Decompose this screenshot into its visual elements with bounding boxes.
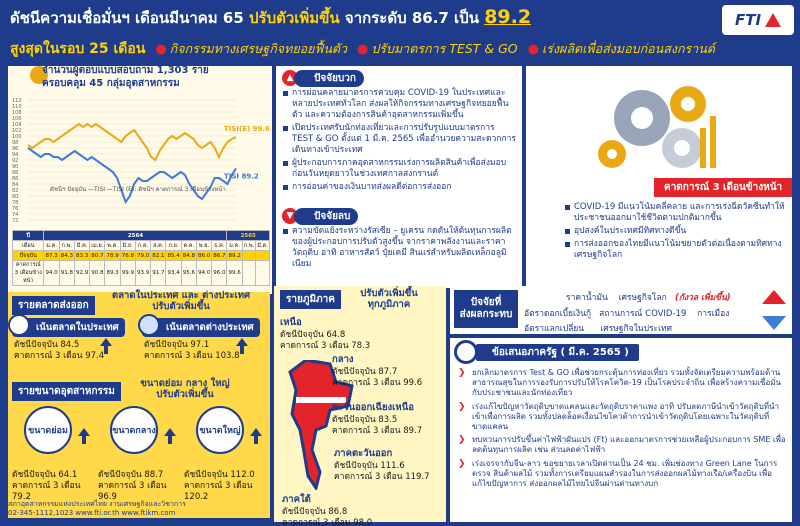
region-f: คาดการณ์ 3 เดือน 89.7: [332, 426, 423, 436]
y-tick-label: 74: [12, 212, 19, 218]
table-cell: 91.8: [59, 261, 74, 286]
table-cell: 87.3: [45, 252, 58, 259]
footer-line1: สภาอุตสาหกรรมแห่งประเทศไทย งานเศรษฐกิจและวิชาการ: [8, 500, 186, 508]
up-arrow-icon: [164, 428, 176, 444]
table-cell: คาดการณ์ 3 เดือนข้างหน้า: [13, 261, 44, 286]
up-arrow-icon: [100, 338, 112, 354]
title-mid: จากระดับ 86.7 เป็น: [344, 9, 479, 27]
y-tick-label: 110: [12, 104, 22, 110]
header-point: ปรับมาตรการ TEST & GO: [371, 41, 518, 56]
region-central: [332, 352, 422, 389]
table-cell: ปัจจุบัน: [13, 251, 44, 261]
size-cur: 112.0: [230, 470, 255, 480]
f-label: คาดการณ์ 3 เดือน: [14, 351, 83, 361]
table-cell: 93.9: [135, 261, 150, 286]
header-subtitle: [10, 38, 715, 60]
y-tick-label: 86: [12, 176, 19, 182]
size-circle: ขนาดใหญ่: [196, 406, 244, 454]
logo-text: FTI: [734, 11, 762, 29]
header-point: เร่งผลิตเพื่อส่งมอบก่อนสงกรานต์: [541, 41, 715, 56]
market-title: ตลาดในประเทศ และ ต่างประเทศ ปรับตัวเพิ่มขึ้น: [112, 290, 250, 312]
factor-item: ราคาน้ำมัน: [566, 293, 608, 303]
region-name: ตะวันออกเฉียงเหนือ: [332, 402, 414, 413]
size-f_label: คาดการณ์ 3 เดือน: [12, 481, 81, 491]
cur-value: 97.1: [190, 340, 210, 350]
table-cell: 85.4: [167, 252, 180, 259]
size-circle: ขนาดกลาง: [110, 406, 158, 454]
region-name: เหนือ: [280, 317, 302, 328]
table-cell: 96.0: [212, 261, 227, 286]
table-cell: 83.3: [75, 252, 89, 259]
logo-triangle-icon: [765, 13, 781, 27]
table-cell: เม.ย.: [91, 242, 104, 249]
bullet-dot-icon: ●: [357, 42, 369, 57]
list-item: ❯ ทบทวนการปรับขึ้นค่าไฟฟ้าผันแปร (Ft) และออกมาตรการช่วยเหลือผู้ประกอบการ SME เพื่อลดต้นทุนการผลิต เช่น ส่วนลดค่าไฟฟ้า: [458, 435, 786, 455]
list-item: การอ่อนค่าของเงินบาทส่งผลดีต่อการส่งออก: [282, 182, 518, 193]
table-cell: เดือน: [13, 241, 44, 251]
bullet-dot-icon: ●: [527, 42, 539, 57]
size-cur: 64.1: [58, 470, 78, 480]
size-row: [12, 406, 268, 502]
table-cell: 92.9: [74, 261, 89, 286]
list-item: ❯ ยกเลิกมาตรการ Test & GO เพื่อช่วยกระตุ้นการท่องเที่ยว รวมทั้งจัดเตรียมความพร้อมด้านสาธารณสุขในการรองรับการปรับให้โรคโควิด-19 เป็นโรคประจำถิ่น เพื่อสร้างความเชื่อมั่นกับประชาชนและนักท่องเที่ยว: [458, 368, 786, 399]
size-values: [184, 470, 268, 481]
region-f: คาดการณ์ 3 เดือน 78.3: [280, 341, 371, 351]
size-item: [98, 406, 182, 503]
size-f_label: คาดการณ์ 3 เดือน: [184, 481, 253, 491]
size-item: [184, 406, 268, 503]
size-f: 120.2: [184, 492, 209, 502]
table-head-2565: 2565: [227, 231, 270, 241]
table-cell: 95.6: [181, 261, 196, 286]
table-cell: [242, 261, 255, 286]
foreign-values: [144, 340, 240, 362]
list-item: ผู้ประกอบการภาคอุตสาหกรรมเร่งการผลิตสินค้าเพื่อส่งมอบก่อนวันหยุดยาวในช่วงเทศกาลสงกรานต์: [282, 158, 518, 180]
bullet-dot-icon: ●: [155, 42, 167, 57]
table-cell: 91.7: [151, 261, 166, 286]
cur-value: 84.5: [60, 340, 80, 350]
list-item: COVID-19 มีแนวโน้มคลี่คลาย และการเร่งฉีดวัคซีนทำให้ประชาชนออกมาใช้ชีวิตตามปกติมากขึ้น: [564, 202, 786, 224]
region-east: [334, 446, 430, 483]
table-cell: มี.ค.: [74, 241, 89, 251]
up-arrow-icon: [250, 428, 262, 444]
table-cell: 94.0: [196, 261, 211, 286]
size-cur_label: ดัชนีปัจจุบัน: [98, 470, 142, 480]
y-tick-label: 76: [12, 206, 19, 212]
table-cell: 93.4: [166, 261, 181, 286]
suggestions-list: [458, 368, 786, 492]
impact-factors-title: ปัจจัยที่ ส่งผลกระทบ: [454, 290, 518, 328]
list-item: ❯ เร่งแก้ไขปัญหาวัตถุดิบขาดแคลนและวัตถุดิบราคาแพง อาทิ ปรับลดภาษีนำเข้าวัตถุดิบที่นำเข้าเพื่อการผลิต รวมทั้งปลดล็อคเงื่อนไขโควต้าการนำเข้าวัตถุดิบโดยเฉพาะในวัตถุดิบที่ขาดแคลน: [458, 402, 786, 433]
title-pre: ดัชนีความเชื่อมั่นฯ เดือนมีนาคม 65: [10, 9, 244, 27]
factor-row-2: [524, 306, 729, 320]
market-tag: รายตลาดส่งออก: [12, 296, 95, 315]
region-f: คาดการณ์ 3 เดือน 99.6: [332, 378, 423, 388]
y-tick-label: 96: [12, 146, 19, 152]
table-cell: 80.7: [91, 252, 104, 259]
region-cur: ดัชนีปัจจุบัน 86.8: [282, 507, 348, 517]
list-item: เปิดประเทศรับนักท่องเที่ยวและการปรับรูปแบบมาตรการ TEST & GO ตั้งแต่ 1 มี.ค. 2565 เพื่ออำนวยความสะดวกการเดินทางเข้าประเทศ: [282, 123, 518, 156]
survey-line2: ครอบคลุม 45 กลุ่มอุตสาหกรรม: [42, 78, 180, 89]
region-name: ภาคใต้: [282, 494, 311, 505]
fti-logo: [722, 5, 794, 35]
domestic-market-label: เน้นตลาดในประเทศ: [12, 318, 125, 337]
footer: [8, 500, 270, 518]
size-title: ขนาดย่อม กลาง ใหญ่ ปรับตัวเพิ่มขึ้น: [140, 378, 230, 400]
f-value: 97.4: [85, 351, 105, 361]
up-arrow-icon: [78, 428, 90, 444]
domestic-values: [14, 340, 104, 362]
table-cell: ส.ค.: [151, 241, 166, 251]
y-tick-label: 94: [12, 152, 19, 158]
table-cell: [256, 261, 270, 286]
region-northeast: [332, 400, 422, 437]
table-cell: 90.8: [90, 261, 105, 286]
y-tick-label: 84: [12, 182, 19, 188]
table-cell: 84.8: [182, 252, 195, 259]
chart-legend: ดัชนีฯ ปัจจุบัน —TISI —TISI (E): ดัชนีฯ คาดการณ์ 3 เดือนข้างหน้า: [50, 186, 226, 193]
factor-item: เศรษฐกิจโลก: [618, 293, 667, 303]
f-value: 103.8: [215, 351, 240, 361]
globe-icon: [138, 314, 160, 336]
survey-info: [42, 64, 209, 90]
tisi-line-chart: [10, 96, 272, 224]
region-south: [282, 492, 372, 526]
list-item: ความขัดแย้งระหว่างรัสเซีย – ยูเครน กดดันให้ต้นทุนการผลิตของผู้ประกอบการปรับตัวสูงขึ้น จากราคาพลังงานและราคาวัตถุดิบ อาทิ อาหารสัตว์ ปุ๋ยเคมี สินแร่สำหรับผลิตเหล็กอลูมิเนียม: [282, 226, 518, 270]
positive-tag: ปัจจัยบวก: [294, 70, 364, 87]
size-item: [12, 406, 96, 503]
factor-item: อัตราแลกเปลี่ยน: [524, 324, 585, 334]
y-tick-label: 98: [12, 140, 19, 146]
region-f: คาดการณ์ 3 เดือน 119.7: [334, 472, 430, 482]
y-tick-label: 82: [12, 188, 19, 194]
size-cur_label: ดัชนีปัจจุบัน: [184, 470, 228, 480]
size-tag: รายขนาดอุตสาหกรรม: [12, 382, 121, 401]
region-cur: ดัชนีปัจจุบัน 111.6: [334, 461, 405, 471]
region-cur: ดัชนีปัจจุบัน 87.7: [332, 367, 398, 377]
table-row: [13, 251, 270, 261]
region-tag: รายภูมิภาค: [280, 290, 341, 309]
y-tick-label: 72: [12, 218, 19, 224]
y-tick-label: 102: [12, 128, 22, 134]
footer-line2: 02-345-1112,1023 www.fti.or.th www.ftikm.com: [8, 509, 176, 517]
region-f: คาดการณ์ 3 เดือน 98.0: [282, 518, 373, 526]
foreign-market-label: เน้นตลาดต่างประเทศ: [142, 318, 260, 337]
table-cell: 84.3: [60, 252, 73, 259]
region-cur: ดัชนีปัจจุบัน 64.8: [280, 330, 346, 340]
y-tick-label: 104: [12, 122, 22, 128]
size-f: 96.9: [98, 492, 117, 502]
thumbs-down-icon: ▼: [282, 208, 298, 224]
table-cell: ก.พ.: [243, 242, 255, 249]
title-highlight: ปรับตัวเพิ่มขึ้น: [249, 9, 340, 27]
y-tick-label: 112: [12, 98, 22, 104]
table-cell: 99.9: [120, 261, 135, 286]
list-item: อุปสงค์ในประเทศมีทิศทางดีขึ้น: [564, 226, 786, 237]
survey-line1: จำนวนผู้ตอบแบบสอบถาม 1,303 ราย: [42, 65, 209, 76]
factor-item: อัตราดอกเบี้ยเงินกู้: [524, 309, 592, 319]
size-cur_label: ดัชนีปัจจุบัน: [12, 470, 56, 480]
table-cell: ก.พ.: [59, 241, 74, 251]
table-cell: ม.ค.: [44, 241, 59, 251]
factor-item: สถานการณ์ COVID-19: [599, 309, 687, 319]
index-table: [12, 230, 270, 286]
size-f: 79.2: [12, 492, 31, 502]
region-name: กลาง: [332, 354, 354, 365]
list-item: ❯ เร่งเจรจากับจีน-ลาว ขอขยายเวลาเปิดด่านเป็น 24 ชม. เพิ่มช่องทาง Green Lane ในการตรวจ สินค้าผลไม้ รวมทั้งการเตรียมแผนสำรองในการส่งออกผลไม้ทางเรือ/เครื่องบิน เพื่อแก้ไขปัญหาการ ส่งออกผลไม้ไทยไปจีนผ่านด่านทางบก: [458, 459, 786, 490]
title-value: 89.2: [484, 6, 532, 28]
negative-tag: ปัจจัยลบ: [294, 208, 358, 225]
region-name: ภาคตะวันออก: [334, 448, 393, 459]
table-cell: ต.ค.: [181, 241, 196, 251]
table-cell: 82.1: [152, 252, 165, 259]
table-row: [13, 241, 270, 251]
gears-icon: [590, 68, 730, 183]
factor-row-1: [566, 290, 731, 304]
size-values: [12, 470, 96, 481]
table-cell: [256, 251, 270, 261]
series-label: TISI(E) 99.6: [224, 125, 270, 134]
table-cell: 99.6: [227, 261, 242, 286]
expectation-list: [564, 202, 786, 263]
y-tick-label: 90: [12, 164, 19, 170]
region-cur: ดัชนีปัจจุบัน 83.5: [332, 415, 398, 425]
table-cell: ธ.ค.: [212, 241, 227, 251]
factor-item: การเมือง: [697, 309, 730, 319]
government-seal-icon: [454, 340, 478, 364]
table-cell: ก.ค.: [135, 241, 150, 251]
positive-list: [282, 88, 518, 195]
up-down-arrows-icon: [760, 290, 788, 330]
table-head-2564: 2564: [44, 231, 227, 241]
factor-item: เศรษฐกิจในประเทศ: [600, 324, 673, 334]
cur-label: ดัชนีปัจจุบัน: [144, 340, 188, 350]
table-cell: 89.3: [105, 261, 120, 286]
table-cell: พ.ค.: [105, 241, 120, 251]
y-tick-label: 106: [12, 116, 22, 122]
table-cell: ม.ค.: [227, 241, 242, 251]
thumbs-up-icon: ▲: [282, 70, 298, 86]
region-title: ปรับตัวเพิ่มขึ้น ทุกภูมิภาค: [360, 288, 418, 310]
size-cur: 88.7: [144, 470, 164, 480]
size-f_label: คาดการณ์ 3 เดือน: [98, 481, 167, 491]
table-cell: 86.0: [197, 252, 211, 259]
y-tick-label: 100: [12, 134, 22, 140]
y-tick-label: 92: [12, 158, 19, 164]
y-tick-label: 108: [12, 110, 22, 116]
table-cell: ก.ย.: [166, 241, 181, 251]
factor-row-3: [524, 321, 672, 335]
cur-label: ดัชนีปัจจุบัน: [14, 340, 58, 350]
table-cell: 76.8: [121, 252, 134, 259]
table-cell: มิ.ย.: [120, 241, 135, 251]
y-tick-label: 78: [12, 200, 19, 206]
table-cell: พ.ย.: [196, 241, 211, 251]
thai-flag-icon: [8, 314, 30, 336]
up-arrow-icon: [236, 338, 248, 354]
page-title: [10, 6, 531, 30]
table-cell: 94.0: [44, 261, 59, 286]
list-item: การผ่อนคลายมาตรการควบคุม COVID-19 ในประเทศและหลายประเทศทั่วโลก ส่งผลให้กิจกรรมทางเศรษฐกิจทยอยฟื้นตัว และความต้องการสินค้าอุตสาหกรรมเพิ่มขึ้น: [282, 88, 518, 121]
size-circle: ขนาดย่อม: [24, 406, 72, 454]
table-cell: 89.2: [228, 252, 241, 259]
negative-list: [282, 226, 518, 272]
table-cell: 78.9: [106, 252, 119, 259]
header-point: กิจกรรมทางเศรษฐกิจทยอยฟื้นตัว: [169, 41, 348, 56]
y-tick-label: 80: [12, 194, 19, 200]
table-cell: 86.7: [213, 252, 226, 259]
table-row: [13, 261, 270, 286]
factor-note: (กังวล เพิ่มขึ้น): [674, 293, 731, 303]
f-label: คาดการณ์ 3 เดือน: [144, 351, 213, 361]
expectation-tag: คาดการณ์ 3 เดือนข้างหน้า: [654, 178, 792, 197]
size-values: [98, 470, 182, 481]
region-north: [280, 310, 370, 352]
y-tick-label: 88: [12, 170, 19, 176]
table-head-year: ปี: [13, 231, 44, 241]
table-cell: 79.0: [136, 252, 150, 259]
highest-text: สูงสุดในรอบ 25 เดือน: [10, 41, 146, 57]
table-cell: [242, 251, 255, 261]
table-cell: มี.ค.: [257, 242, 268, 249]
list-item: การส่งออกของไทยมีแนวโน้มขยายตัวต่อเนื่องตามทิศทางเศรษฐกิจโลก: [564, 239, 786, 261]
suggestions-tag: ข้อเสนอภาครัฐ ( มี.ค. 2565 ): [476, 344, 639, 361]
series-label: TISI 89.2: [224, 172, 259, 181]
